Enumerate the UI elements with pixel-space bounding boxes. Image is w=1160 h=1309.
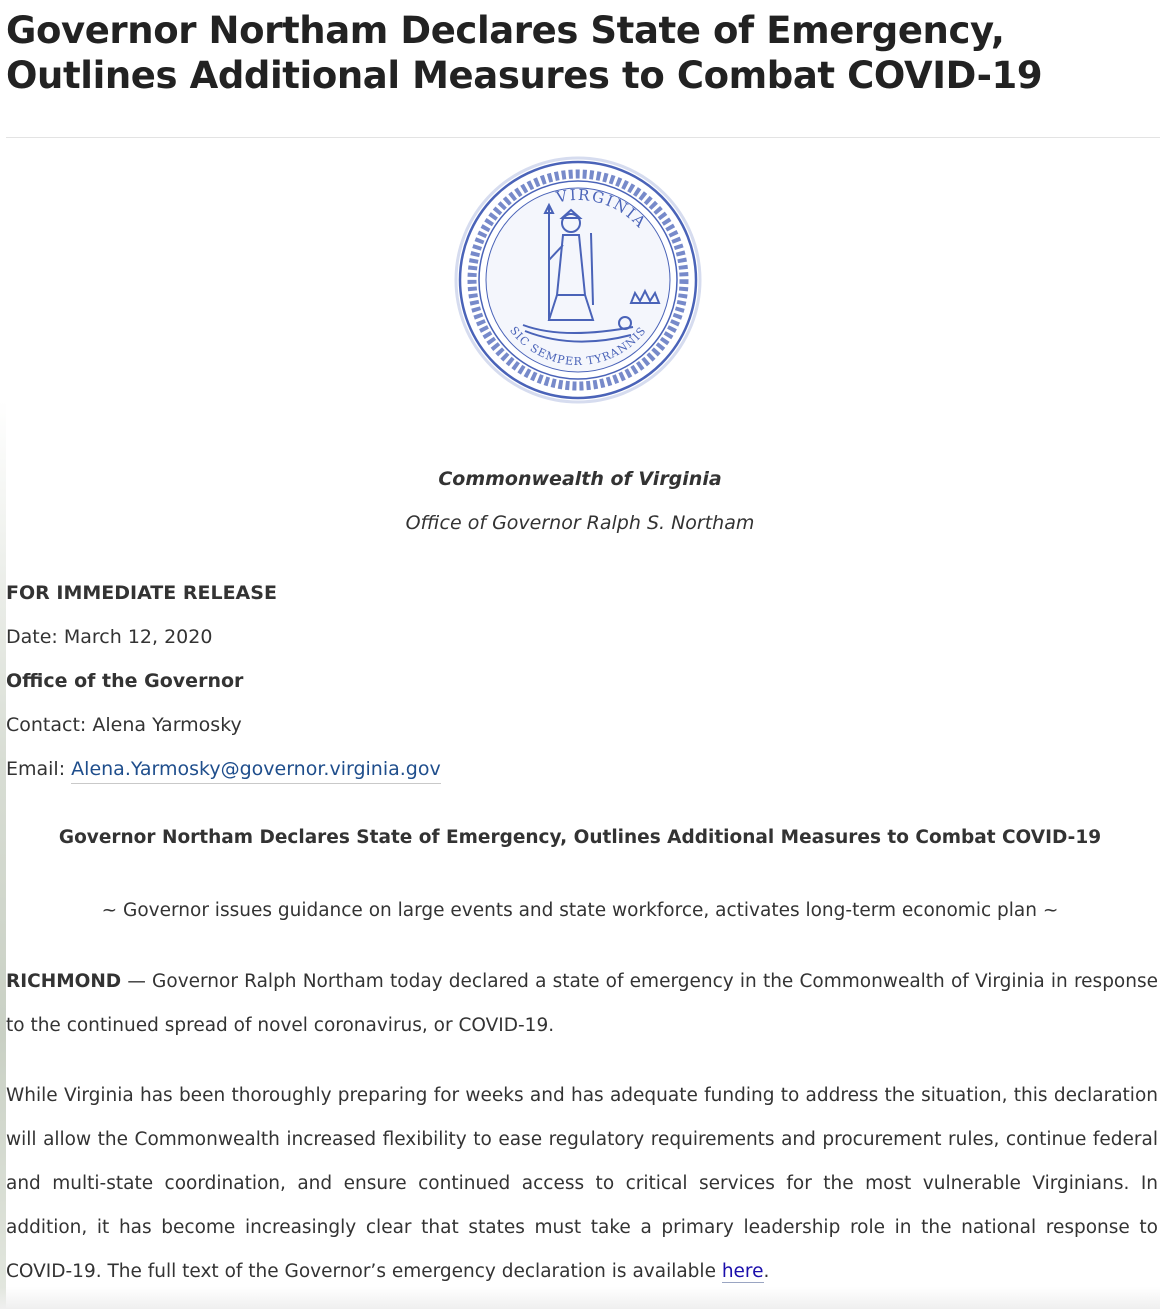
office-name: Office of Governor Ralph S. Northam <box>405 512 755 534</box>
body-paragraph-2 <box>6 1074 1158 1294</box>
paragraph-2-text: While Virginia has been thoroughly preparing for weeks and has adequate funding to address the situation, this declaration will allow the Commonwealth increased flexibility to ease regulatory requirements and procurement rules, continue federal and multi-state coordination, and ensure continued access to critical services for the most vulnerable Virginians. In addition, it has become increasingly clear that states must take a primary leadership role in the national response to COVID-19. The full text of the Governor’s emergency declaration is available <box>6 1085 1158 1282</box>
release-email <box>6 757 441 781</box>
virginia-seal-icon <box>453 155 703 405</box>
press-tagline: ~ Governor issues guidance on large events and state workforce, activates long-term economic plan ~ <box>101 900 1059 921</box>
release-date <box>6 625 212 649</box>
agency-name: Commonwealth of Virginia <box>438 468 722 490</box>
contact-name: Alena Yarmosky <box>92 714 242 736</box>
page-title: Governor Northam Declares State of Emergency, Outlines Additional Measures to Combat COVID-19 <box>6 9 1043 97</box>
contact-label: Contact: <box>6 714 87 736</box>
paragraph-2-end: . <box>763 1261 770 1282</box>
email-link[interactable]: Alena.Yarmosky@governor.virginia.gov <box>71 758 441 784</box>
seal-top-text: VIRGINIA <box>554 185 651 233</box>
dateline: RICHMOND <box>6 971 122 992</box>
date-value: March 12, 2020 <box>63 626 213 648</box>
email-label: Email: <box>6 758 66 780</box>
press-headline: Governor Northam Declares State of Emergency, Outlines Additional Measures to Combat COVID-19 <box>58 827 1102 848</box>
release-label: FOR IMMEDIATE RELEASE <box>6 582 277 604</box>
release-office: Office of the Governor <box>6 670 244 692</box>
declaration-link[interactable]: here <box>721 1261 764 1282</box>
release-contact <box>6 713 242 737</box>
body-paragraph-1 <box>6 960 1158 1048</box>
bottom-fade <box>0 1287 1160 1309</box>
seal-motto: SIC SEMPER TYRANNIS <box>507 324 649 369</box>
paragraph-1-text: — Governor Ralph Northam today declared a state of emergency in the Commonwealth of Virginia in response to the continued spread of novel coronavirus, or COVID-19. <box>6 971 1158 1036</box>
date-label: Date: <box>6 626 58 648</box>
header-divider <box>6 137 1160 138</box>
